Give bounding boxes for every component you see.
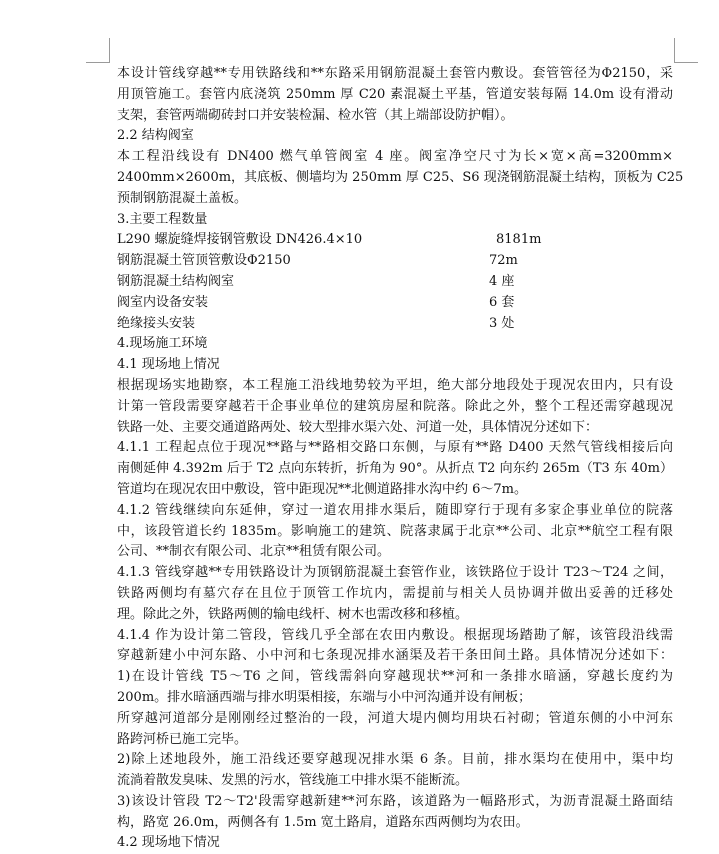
text-line: 计第一管段需要穿越若干企事业单位的建筑房屋和院落。除此之外，整个工程还需穿越现况 [117,398,673,414]
text-line: 理。除此之外，铁路两侧的输电线杆、树木也需改移和移植。 [117,606,469,622]
margin-mark-top-left [86,62,110,63]
quantity-row [117,293,673,314]
quantity-value: 3 处 [489,315,515,331]
quantity-row [117,251,673,272]
section-heading-2-2: 2.2 结构阀室 [117,128,194,144]
quantity-row [117,314,673,335]
quantity-item: 阀室内设备安装 [117,294,209,310]
text-line: 公司、**制衣有限公司、北京**租赁有限公司。 [117,544,391,560]
quantity-row [117,230,673,251]
text-line: 路跨河桥已施工完毕。 [117,731,248,747]
quantity-row [117,272,673,293]
text-line: 200m。排水暗涵西端与排水明渠相接，东端与小中河沟通并设有闸板； [117,689,532,705]
text-line: 铁路一处、主要交通道路两处、较大型排水渠六处、河道一处，具体情况分述如下： [117,419,599,435]
text-line: 用顶管施工。套管内底浇筑 250mm 厚 C20 素混凝土平基，管道安装每隔 14.0m 设有滑动 [117,86,673,102]
text-line: 4.1.2 管线继续向东延伸，穿过一道农用排水渠后，随即穿行于现有多家企事业单位的院落 [117,502,673,518]
text-line: 南侧延伸 4.392m 后于 T2 点向东转折，折角为 90°。从折点 T2 向东约 265m（T3 东 40m） [117,461,673,477]
quantity-value: 4 座 [489,273,515,289]
text-line: 根据现场实地勘察，本工程施工沿线地势较为平坦，绝大部分地段处于现况农田内，只有设 [117,377,673,393]
text-line: 流淌着散发臭味、发黑的污水，管线施工中排水渠不能断流。 [117,773,469,789]
text-line: 构，路宽 26.0m，两侧各有 1.5m 宽土路肩，道路东西两侧均为农田。 [117,814,529,830]
quantity-value: 6 套 [489,294,515,310]
document-body [117,64,684,854]
quantity-value: 8181m [496,232,542,248]
margin-mark-top-right-vertical [674,38,675,63]
section-heading-4-2: 4.2 现场地下情况 [117,835,220,851]
text-line: 4.1.4 作为设计第二管段，管线几乎全部在农田内敷设。根据现场踏勘了解，该管段沿线需 [117,627,673,643]
text-line: 预制钢筋混凝土盖板。 [117,190,248,206]
text-line: 4.1.1 工程起点位于现况**路与**路相交路口东侧，与原有**路 D400 天然气管线相接后向 [117,440,673,456]
text-line: 2400mm×2600m，其底板、侧墙均为 250mm 厚 C25、S6 现浇钢筋混凝土结构，顶板为 C25 [117,169,684,185]
margin-mark-top-left-vertical [109,38,110,63]
quantity-item: 钢筋混凝土管顶管敷设Φ2150 [117,253,291,269]
quantity-item: L290 螺旋缝焊接钢管敷设 DN426.4×10 [117,232,363,248]
text-line: 支架，套管两端砌砖封口并安装检漏、检水管（其上端部设防护帽）。 [117,107,514,123]
section-heading-4-1: 4.1 现场地上情况 [117,357,220,373]
section-heading-4: 4.现场施工环境 [117,336,208,352]
section-heading-3: 3.主要工程数量 [117,211,208,227]
quantity-value: 72m [489,253,518,269]
text-line: 管道均在现况农田中敷设，管中距现况**北侧道路排水沟中约 6～7m。 [117,481,528,497]
text-line: 3)该设计管段 T2～T2'段需穿越新建**河东路，该道路为一幅路形式，为沥青混凝土路面结 [117,793,673,809]
text-line: 4.1.3 管线穿越**专用铁路设计为顶钢筋混凝土套管作业，该铁路位于设计 T23～T24 之间， [117,565,673,581]
text-line: 本工程沿线设有 DN400 燃气单管阀室 4 座。阀室净空尺寸为长×宽×高=3200mm× [117,149,673,165]
text-line: 所穿越河道部分是刚刚经过整治的一段，河道大堤内侧均用块石衬砌；管道东侧的小中河东 [117,710,673,726]
text-line: 2)除上述地段外，施工沿线还要穿越现况排水渠 6 条。目前，排水渠均在使用中，渠中均 [117,752,673,768]
quantity-item: 绝缘接头安装 [117,315,196,331]
text-line: 本设计管线穿越**专用铁路线和**东路采用钢筋混凝土套管内敷设。套管管径为Φ2150，采 [117,66,673,81]
text-line: 铁路两侧均有墓穴存在且位于顶管工作坑内，需提前与相关人员协调并做出妥善的迁移处 [117,585,673,601]
margin-mark-top-right [674,62,698,63]
text-line: 1)在设计管线 T5～T6 之间，管线需斜向穿越现状**河和一条排水暗涵，穿越长度约为 [117,669,673,685]
text-line: 中，该段管道长约 1835m。影响施工的建筑、院落隶属于北京**公司、北京**航空工程有限 [117,523,673,539]
quantity-item: 钢筋混凝土结构阀室 [117,273,235,289]
text-line: 穿越新建小中河东路、小中河和七条现况排水涵渠及若干条田间土路。具体情况分述如下： [117,648,673,664]
